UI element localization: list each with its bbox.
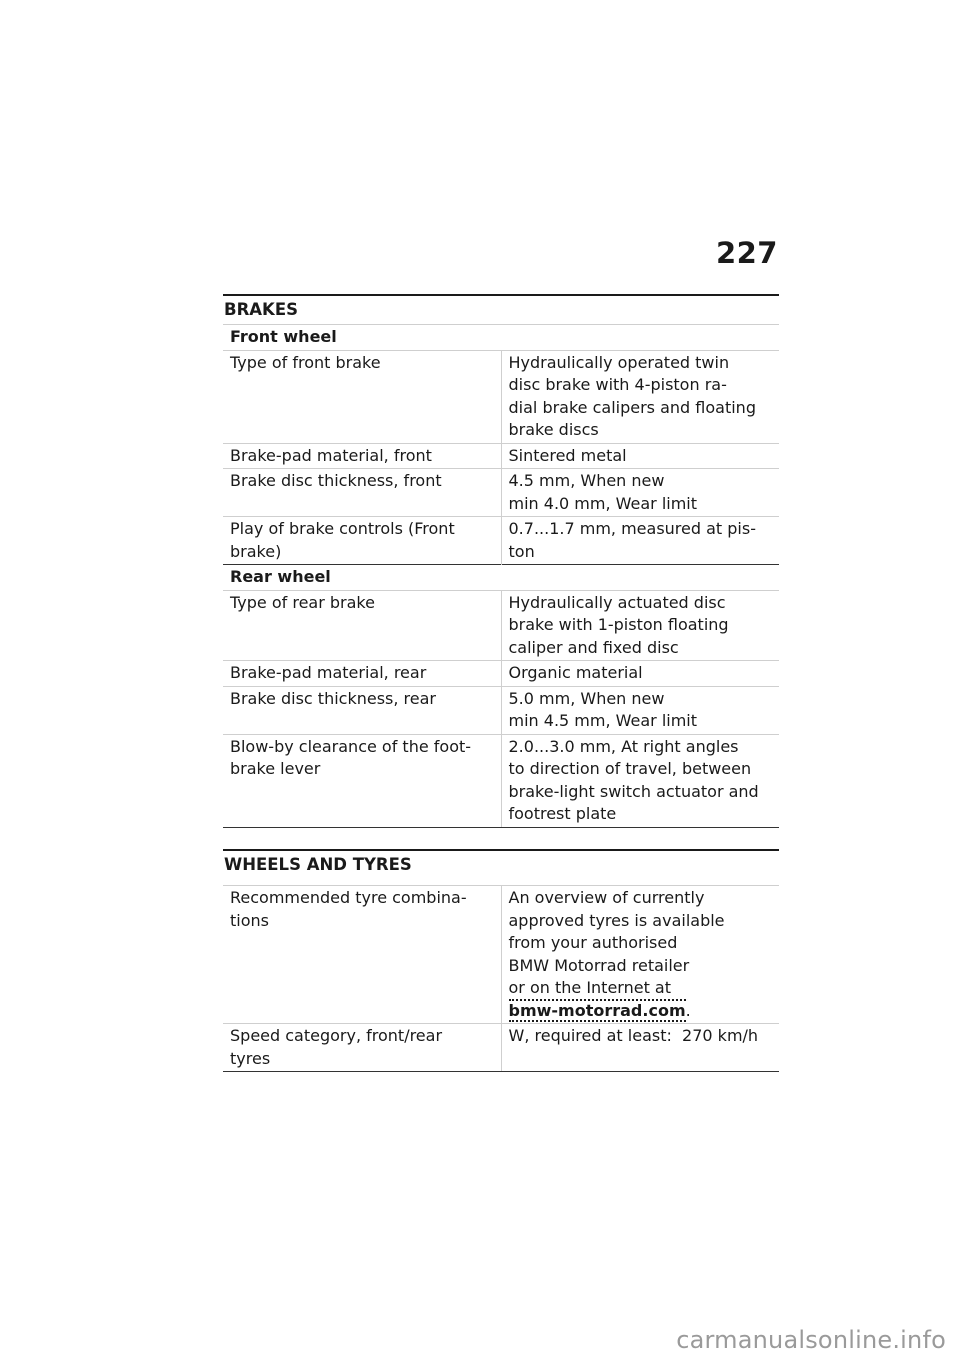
table-row <box>223 886 779 1024</box>
value-line: min 4.0 mm, Wear limit <box>508 493 698 513</box>
value-line: approved tyres is available <box>508 910 725 930</box>
row-value: Organic material <box>501 661 779 687</box>
brakes-section <box>223 294 779 828</box>
table-row <box>223 590 779 661</box>
table-row <box>223 734 779 827</box>
table-row <box>223 517 779 565</box>
page-number: 227 <box>715 236 778 270</box>
table-row <box>223 443 779 469</box>
row-value: Sintered metal <box>501 443 779 469</box>
table-row <box>223 1024 779 1072</box>
row-label: Type of rear brake <box>223 590 501 661</box>
row-label: Play of brake controls (Front brake) <box>223 517 501 565</box>
row-value: 0.7...1.7 mm, measured at pis- ton <box>501 517 779 565</box>
row-label: Brake disc thickness, front <box>223 469 501 517</box>
section-title-wheels: WHEELS AND TYRES <box>224 855 412 874</box>
wheels-table <box>223 885 779 1072</box>
wheels-section <box>223 849 779 1072</box>
section-title-brakes: BRAKES <box>224 300 298 319</box>
row-label: Brake-pad material, front <box>223 443 501 469</box>
table-row <box>223 469 779 517</box>
value-line: BMW Motorrad retailer <box>508 955 690 975</box>
subheading-row <box>223 565 779 591</box>
row-value <box>501 469 779 517</box>
row-label: Brake-pad material, rear <box>223 661 501 687</box>
bmw-motorrad-link[interactable]: bmw-motorrad.com <box>508 1000 686 1020</box>
table-row <box>223 686 779 734</box>
value-line: An overview of currently <box>508 888 705 907</box>
row-label: Blow-by clearance of the foot- brake lever <box>223 734 501 827</box>
table-row <box>223 661 779 687</box>
row-value: W, required at least: 270 km/h <box>501 1024 779 1072</box>
row-label: Speed category, front/rear tyres <box>223 1024 501 1072</box>
row-value <box>501 886 779 1024</box>
value-line: or on the Internet at <box>508 978 672 997</box>
row-value: Hydraulically operated twin disc brake with 4-piston ra- dial brake calipers and floating brake discs <box>501 350 779 443</box>
row-label: Recommended tyre combina- tions <box>223 886 501 1024</box>
row-label: Type of front brake <box>223 350 501 443</box>
subheading-front-wheel: Front wheel <box>223 325 779 351</box>
watermark: carmanualsonline.info <box>676 1326 946 1354</box>
value-line: from your authorised <box>508 933 678 952</box>
table-row <box>223 350 779 443</box>
row-value <box>501 686 779 734</box>
value-line: 4.5 mm, When new <box>508 471 665 490</box>
link-suffix: . <box>685 1000 691 1020</box>
row-label: Brake disc thickness, rear <box>223 686 501 734</box>
subheading-rear-wheel: Rear wheel <box>223 565 779 591</box>
value-line <box>509 1000 774 1023</box>
brakes-table <box>223 324 779 828</box>
row-value: 2.0...3.0 mm, At right angles to direction of travel, between brake-light switch actuator and footrest plate <box>501 734 779 827</box>
value-line: 5.0 mm, When new <box>508 688 665 708</box>
subheading-row <box>223 325 779 351</box>
row-value: Hydraulically actuated disc brake with 1-piston floating caliper and fixed disc <box>501 590 779 661</box>
value-line: min 4.5 mm, Wear limit <box>508 711 698 730</box>
